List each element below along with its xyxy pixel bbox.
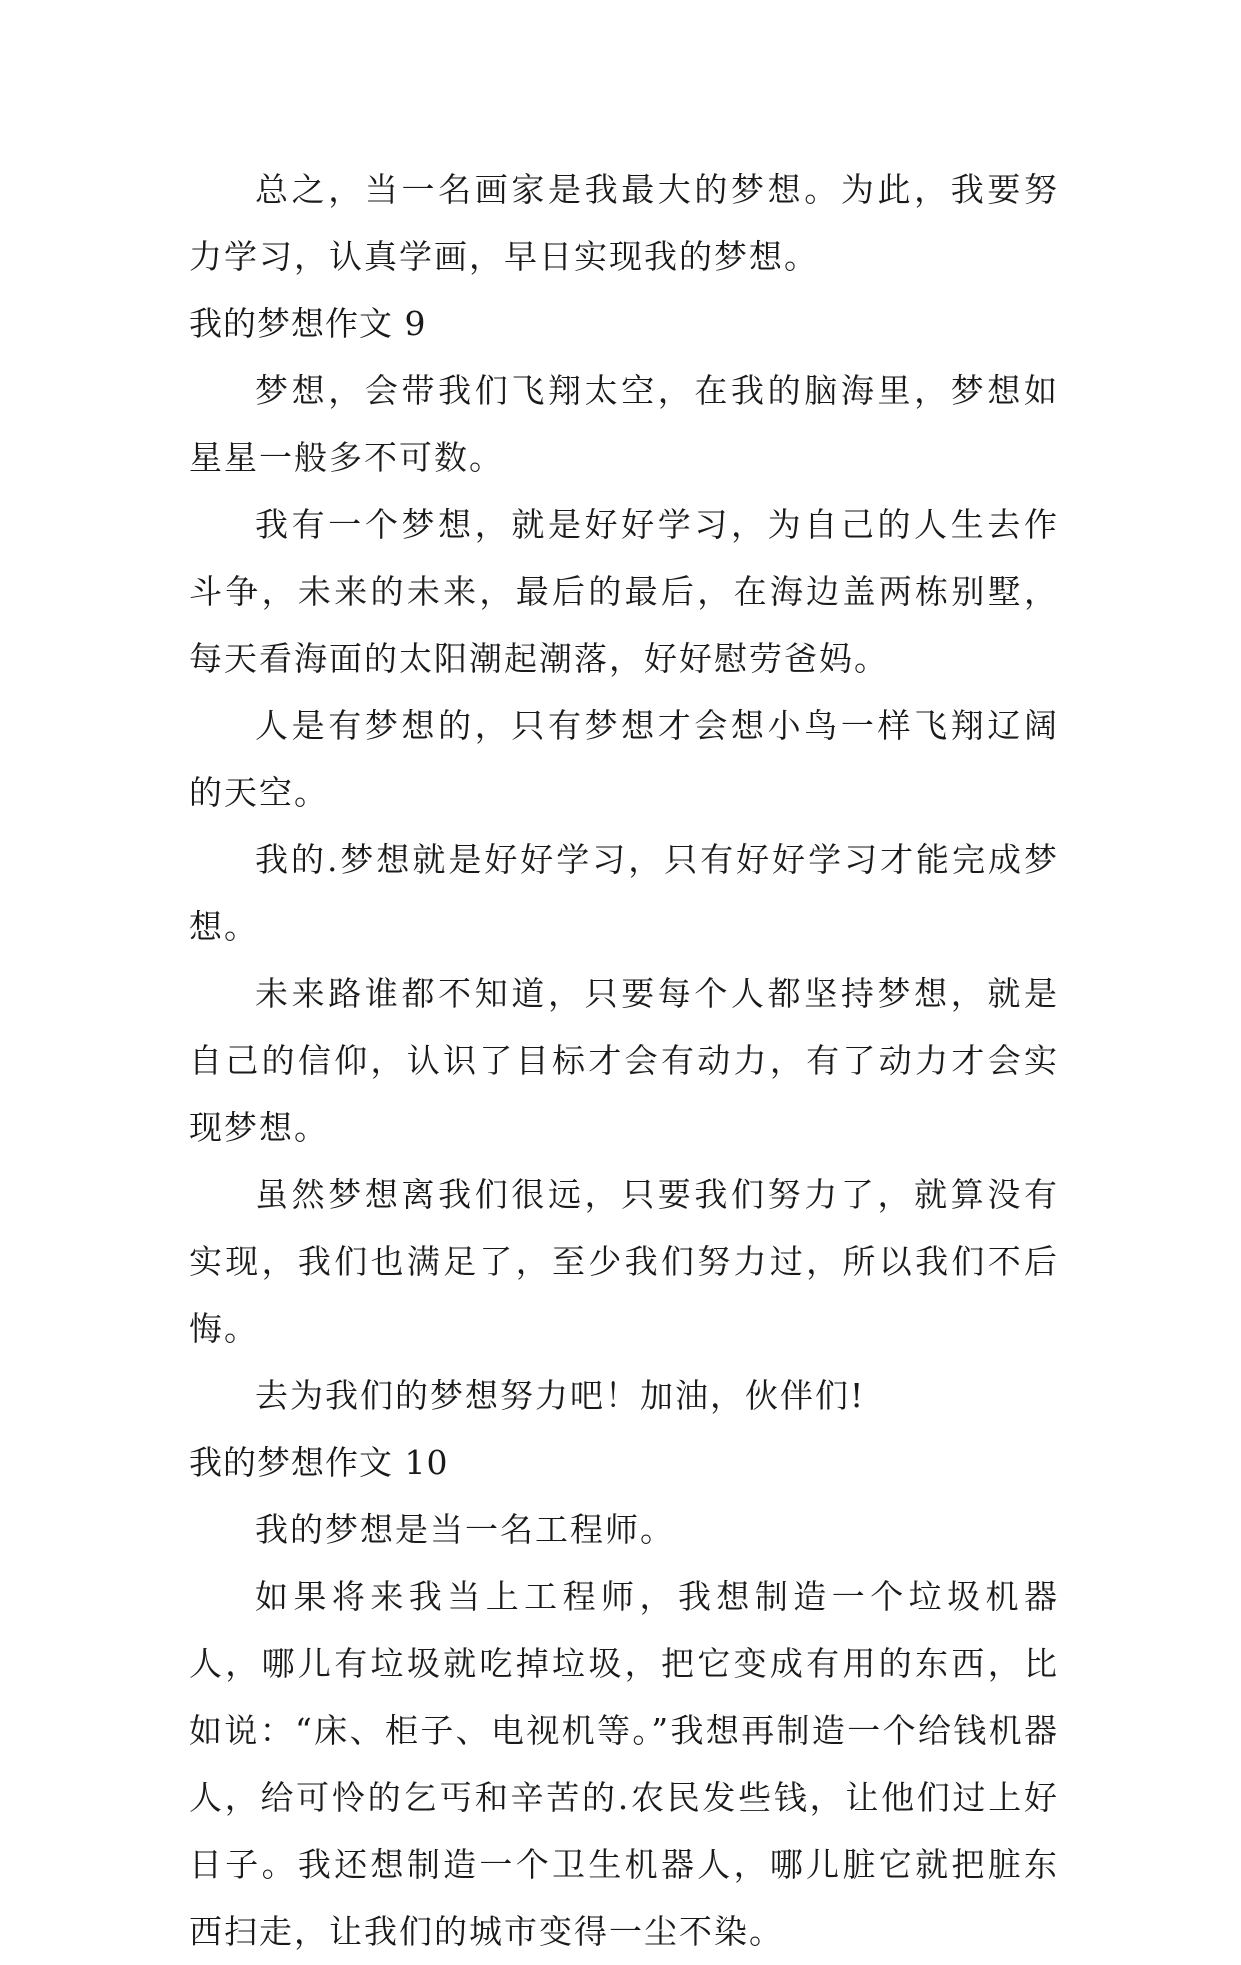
paragraph-painter-conclusion: 总之，当一名画家是我最大的梦想。为此，我要努力学习，认真学画，早日实现我的梦想。: [189, 170, 1059, 276]
paragraph-dream-sky: 梦想，会带我们飞翔太空，在我的脑海里，梦想如星星一般多不可数。: [189, 371, 1059, 477]
paragraph-study-villa: 我有一个梦想，就是好好学习，为自己的人生去作斗争，未来的未来，最后的最后，在海边盖两栋别墅，每天看海面的太阳潮起潮落，好好慰劳爸妈。: [189, 505, 1059, 678]
essay-heading-10: 我的梦想作文 10: [189, 1443, 449, 1482]
paragraph-no-regret: 虽然梦想离我们很远，只要我们努力了，就算没有实现，我们也满足了，至少我们努力过，所以我们不后悔。: [189, 1175, 1059, 1348]
paragraph-dream-bird: 人是有梦想的，只有梦想才会想小鸟一样飞翔辽阔的天空。: [189, 706, 1059, 812]
paragraph-future-road: 未来路谁都不知道，只要每个人都坚持梦想，就是自己的信仰，认识了目标才会有动力，有了动力才会实现梦想。: [189, 974, 1059, 1147]
document-body: [189, 156, 1059, 1965]
paragraph-engineer: 我的梦想是当一名工程师。: [255, 1510, 675, 1549]
paragraph-study-dream: 我的.梦想就是好好学习，只有好好学习才能完成梦想。: [189, 840, 1059, 946]
paragraph-robots: 如果将来我当上工程师，我想制造一个垃圾机器人，哪儿有垃圾就吃掉垃圾，把它变成有用的东西，比如说：“床、柜子、电视机等。”我想再制造一个给钱机器人，给可怜的乞丐和辛苦的.农民发些钱，让他们过上好日子。我还想制造一个卫生机器人，哪儿脏它就把脏东西扫走，让我们的城市变得一尘不染。: [189, 1577, 1059, 1951]
essay-heading-9: 我的梦想作文 9: [189, 304, 427, 343]
paragraph-cheer: 去为我们的梦想努力吧！加油，伙伴们!: [255, 1376, 866, 1415]
